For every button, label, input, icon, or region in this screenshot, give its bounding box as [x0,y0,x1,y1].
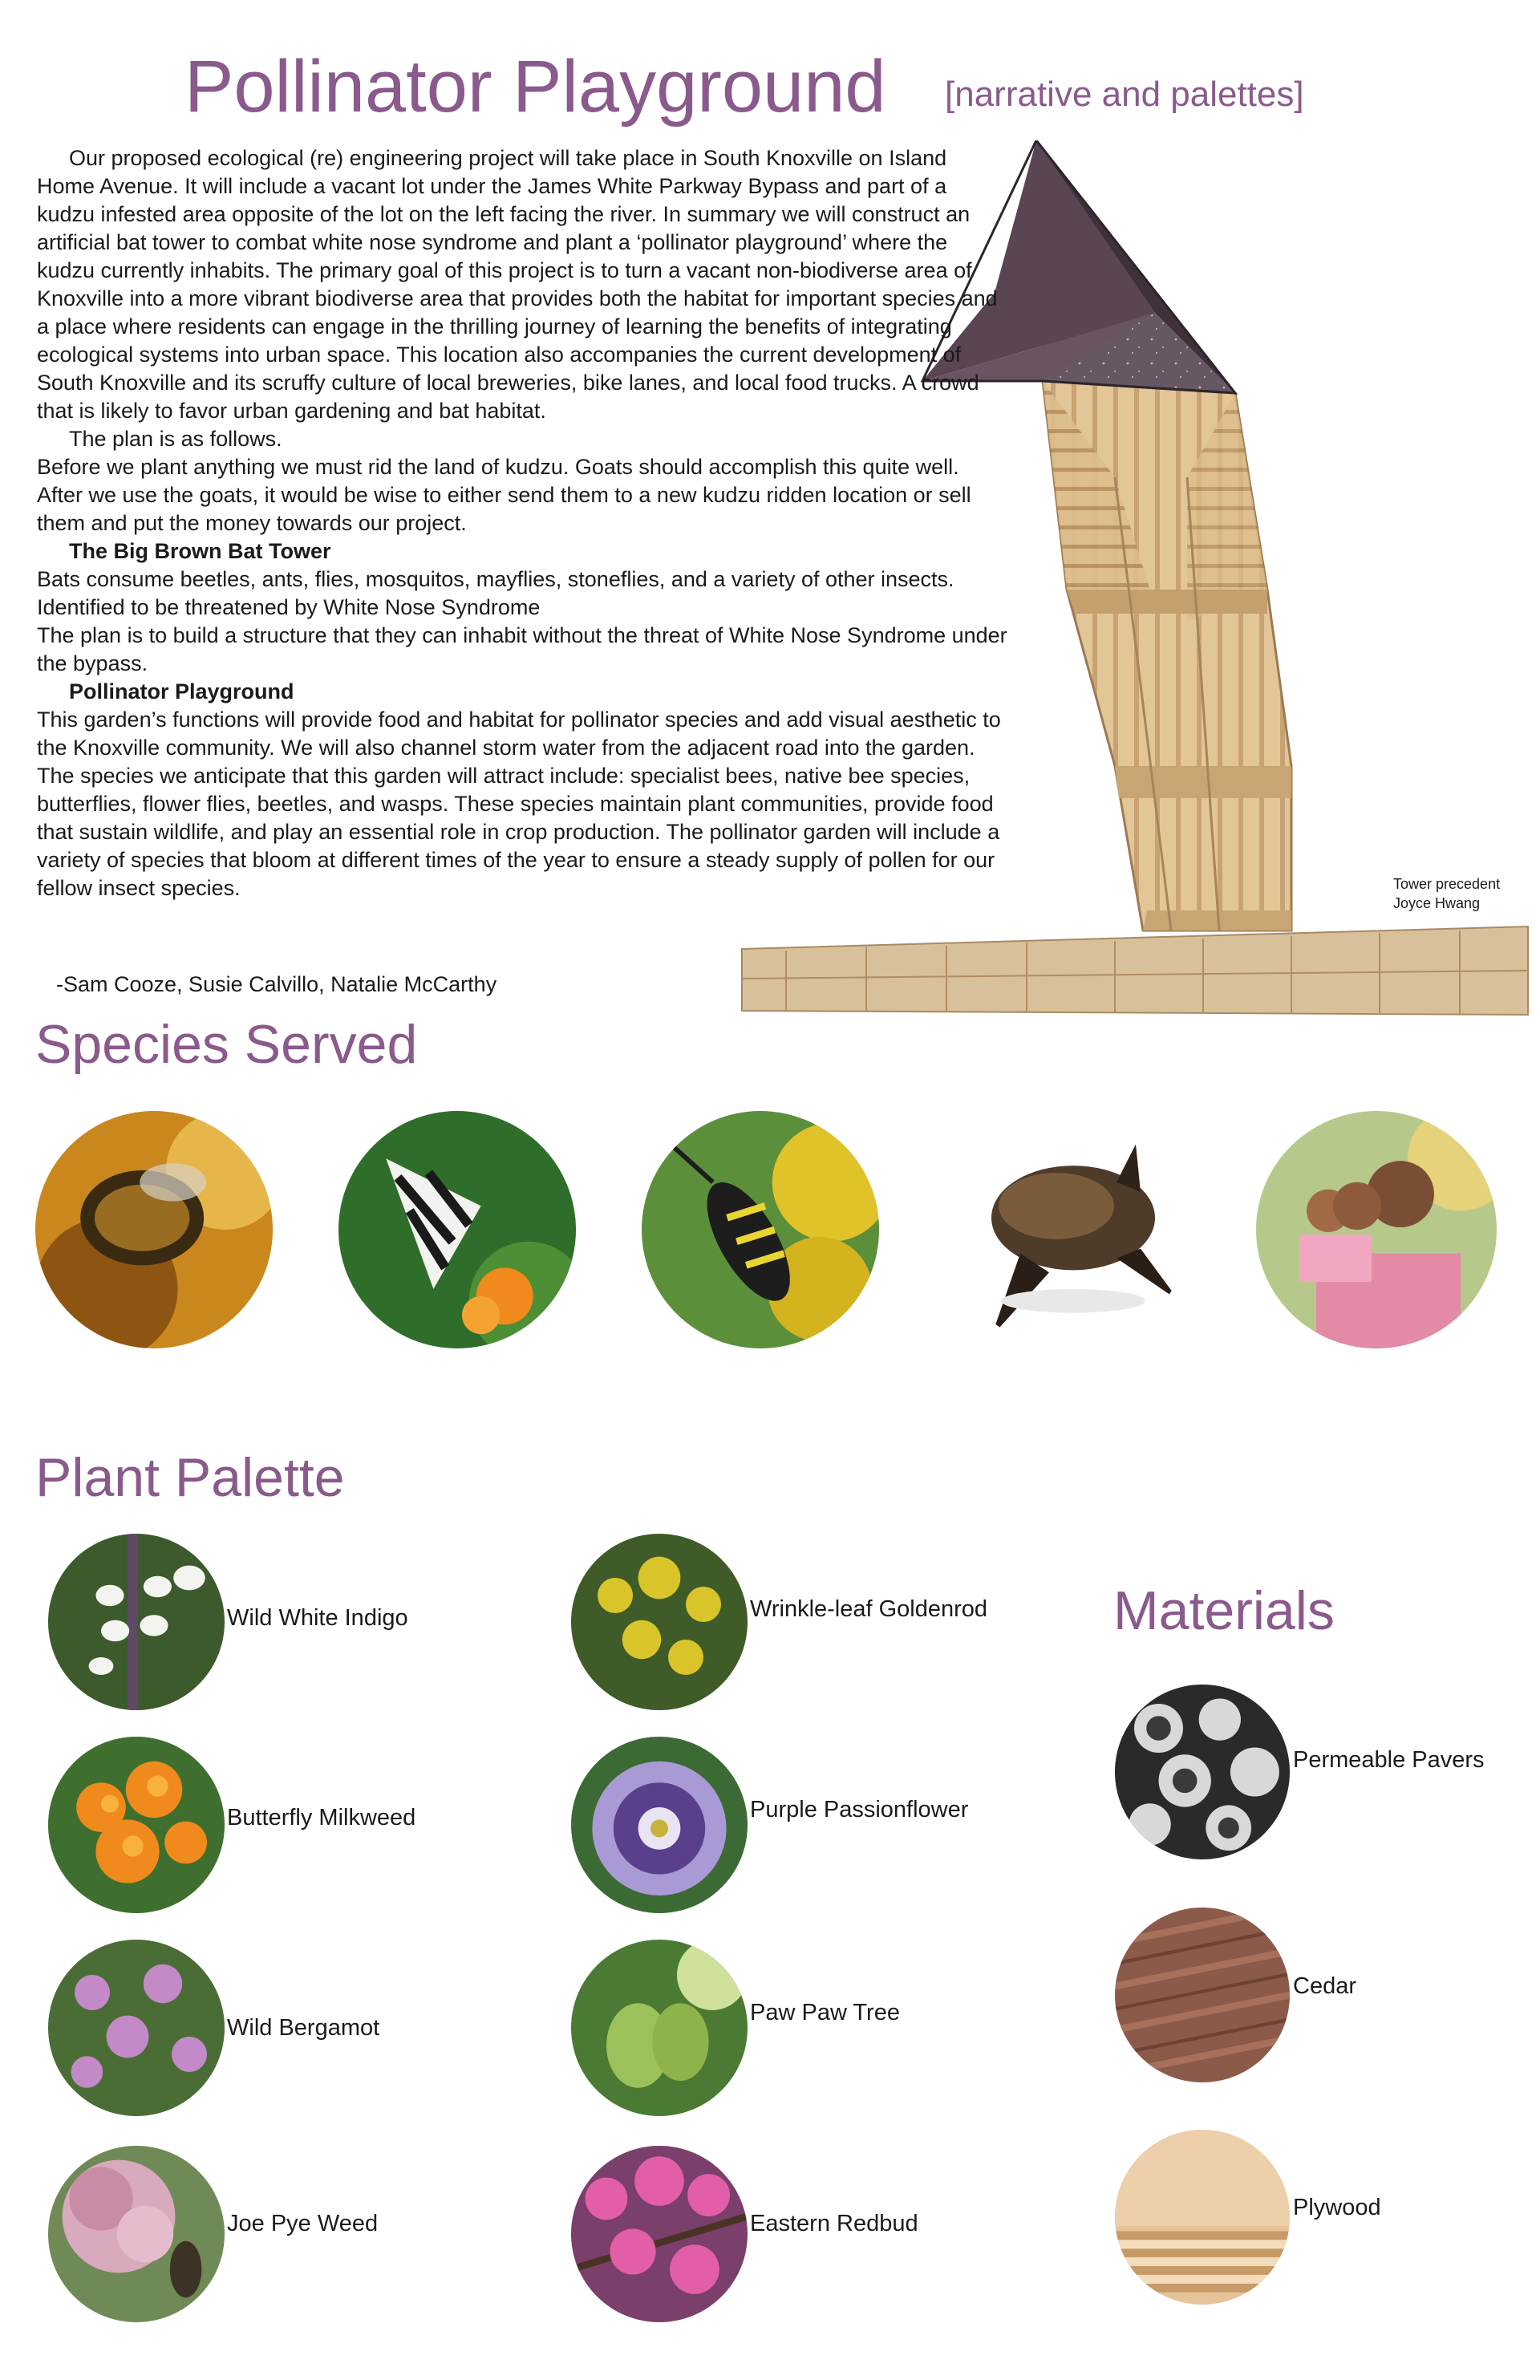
longhorn-beetle-photo [642,1111,879,1348]
permeable-pavers-swatch [1115,1685,1290,1859]
paw-paw-photo [571,1940,748,2116]
wild-white-indigo-photo [48,1534,225,1710]
passionflower-photo [571,1737,748,1913]
wild-bergamot-photo [48,1940,225,2116]
tower-caption [1393,874,1500,913]
material-label-plywood: Plywood [1293,2195,1381,2220]
tower-caption-line2: Joyce Hwang [1393,895,1481,911]
credits: -Sam Cooze, Susie Calvillo, Natalie McCarthy [56,972,497,996]
bumblebee-photo [35,1111,273,1348]
cedar-swatch [1115,1908,1290,2082]
plant-label-goldenrod: Wrinkle-leaf Goldenrod [750,1596,988,1622]
bat-paragraph-3: The plan is to build a structure that they can inhabit without the threat of White Nose Syndrome under the bypass. [37,623,1007,675]
plant-palette-heading: Plant Palette [35,1447,345,1508]
bat-tower-heading: The Big Brown Bat Tower [69,539,331,563]
materials-heading: Materials [1113,1580,1335,1641]
plant-label-redbud: Eastern Redbud [750,2211,918,2236]
plant-label-wild-white-indigo: Wild White Indigo [227,1605,408,1631]
family-photo [1256,1111,1497,1348]
plant-label-butterfly-milkweed: Butterfly Milkweed [227,1805,416,1831]
material-label-cedar: Cedar [1293,1973,1356,1999]
garden-paragraph-1: This garden’s functions will provide food and habitat for pollinator species and add visual aesthetic to the Knoxville community. We will also channel storm water from the adjacent road into the garden. [37,708,1001,760]
plant-label-joe-pye-weed: Joe Pye Weed [227,2211,379,2236]
butterfly-milkweed-photo [48,1737,225,1913]
narrative-kudzu: Before we plant anything we must rid the land of kudzu. Goats should accomplish this quite well. After we use the goats, it would be wise to either send them to a new kudzu ridden location or sell them and put the money towards our project. [37,455,971,535]
material-label-permeable-pavers: Permeable Pavers [1293,1747,1485,1773]
garden-paragraph-2: The species we anticipate that this garden will attract include: specialist bees, native bee species, butterflies, flower flies, beetles, and wasps. These species maintain plant communities, provide food that sustain wildlife, and play an essential role in crop production. The pollinator garden will include a variety of species that bloom at different times of the year to ensure a steady supply of pollen for our fellow insect species. [37,764,1000,900]
page-subtitle: [narrative and palettes] [945,75,1304,114]
goldenrod-photo [571,1534,748,1710]
narrative-plan-intro: The plan is as follows. [69,427,282,451]
redbud-photo [571,2146,748,2322]
narrative [37,144,1007,902]
plant-label-wild-bergamot: Wild Bergamot [227,2015,380,2041]
plant-label-passionflower: Purple Passionflower [750,1797,969,1823]
page-title: Pollinator Playground [184,46,886,128]
bat-paragraph-1: Bats consume beetles, ants, flies, mosquitos, mayflies, stoneflies, and a variety of other insects. [37,567,954,591]
zebra-swallowtail-photo [338,1111,576,1348]
brown-bat-photo [948,1111,1189,1348]
plant-label-paw-paw: Paw Paw Tree [750,2000,900,2025]
pollinator-playground-heading: Pollinator Playground [69,679,294,703]
tower-caption-line1: Tower precedent [1393,876,1501,892]
joe-pye-weed-photo [48,2146,225,2322]
narrative-intro: Our proposed ecological (re) engineering project will take place in South Knoxville on Island Home Avenue. It will include a vacant lot under the James White Parkway Bypass and part of a kudzu infested area opposite of the lot on the left facing the river. In summary we will construct an artificial bat tower to combat white nose syndrome and plant a ‘pollinator playground’ where the kudzu currently inhabits. The primary goal of this project is to turn a vacant non-biodiverse area of Knoxville into a more vibrant biodiverse area that provides both the habitat for important species and a place where residents can engage in the thrilling journey of learning the benefits of integrating ecological systems into urban space. This location also accompanies the current development of South Knoxville and its scruffy culture of local breweries, bike lanes, and local food trucks. A crowd that is likely to favor urban gardening and bat habitat. [37,146,998,423]
species-served-heading: Species Served [35,1014,418,1075]
bat-paragraph-2: Identified to be threatened by White Nose Syndrome [37,595,541,619]
plywood-swatch [1115,2130,1290,2305]
